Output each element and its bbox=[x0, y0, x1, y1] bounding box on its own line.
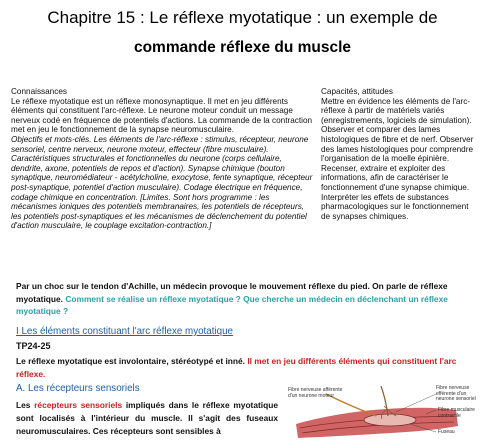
connaissances-paragraph: Le réflexe myotatique est un réflexe monosynaptique. Il met en jeu différents éléments qui constituent l'arc-réflexe. Le neurone moteur conduit un message nerveux codé en fréquence de potentiels d'actions. La commande de la contraction met en jeu le fonctionnement de la synapse neuromusculaire. bbox=[11, 96, 313, 135]
reflexe-red-text: Il met en jeu différents éléments qui constituent l'arc réflexe. bbox=[16, 356, 457, 379]
tp-label: TP24-25 bbox=[16, 341, 51, 351]
figure-label-efferent: Fibre nerveuse efférente d'un neurone sensoriel bbox=[436, 385, 476, 403]
connaissances-heading: Connaissances bbox=[11, 87, 67, 96]
neuromuscular-spindle-figure bbox=[286, 386, 482, 443]
figure-label-afferent: Fibre nerveuse afférente d'un neurone moteur bbox=[288, 387, 343, 399]
capacites-column bbox=[321, 87, 479, 221]
spindle-shape bbox=[364, 414, 416, 426]
capacites-heading: Capacités, attitudes bbox=[321, 87, 393, 96]
recepteurs-red: récepteurs sensoriels bbox=[34, 400, 123, 410]
intro-text: Par un choc sur le tendon d'Achille, un médecin provoque le mouvement réflexe du pied. On parle de réflexe myotatique. bbox=[16, 281, 448, 304]
reflexe-text: Le réflexe myotatique est involontaire, stéréotypé et inné. bbox=[16, 356, 245, 366]
section-1-title: I Les éléments constituant l'arc réflexe myotatique bbox=[16, 326, 233, 337]
connaissances-column bbox=[11, 87, 314, 231]
intro-paragraph bbox=[16, 280, 478, 318]
objectifs-paragraph: Objectifs et mots-clés. Les éléments de l'arc-réflexe : stimulus, récepteur, neurone sensoriel, centre nerveux, neurone moteur, effecteur (fibre musculaire). Caractéristiques structurales et fonctionnelles du neurone (corps cellulaire, dendrite, axone, potentiels de repos et d'action). Synapse chimique (bouton synaptique, neuromédiateur - acétylcholine, exocytose, fente synaptique, récepteur post-synaptique, potentiel d'action musculaire). Codage électrique en fréquence, codage chimique en concentration. [Limites. Sont hors programme : les mécanismes ioniques des potentiels membranaires, les potentiels de récepteurs, les potentiels post-synaptiques et les mécanismes de déclenchement du potentiel d'action musculaire, le couplage excitation-contraction.] bbox=[11, 134, 313, 231]
chapter-title-line2: commande réflexe du muscle bbox=[133, 39, 352, 56]
chapter-title-line1: Chapitre 15 : Le réflexe myotatique : un exemple de bbox=[47, 8, 438, 27]
figure-label-fiber: Fibre musculaire contractile bbox=[438, 407, 475, 419]
section-a-title: A. Les récepteurs sensoriels bbox=[16, 383, 140, 394]
figure-label-spindle: Fuseau bbox=[438, 429, 455, 435]
capacites-paragraph: Mettre en évidence les éléments de l'arc-réflexe à partir de matériels variés (enregistrements, logiciels de simulation). Observer et comparer des lames histologiques de fibre et de nerf. Observer des lames histologiques pour comprendre l'organisation de la moelle épinière. Recenser, extraire et exploiter des informations, afin de caractériser le fonctionnement d'une synapse chimique. Interpréter les effets de substances pharmacologiques sur le fonctionnement de synapses chimiques. bbox=[321, 96, 474, 221]
recepteurs-post: impliqués dans le réflexe myotatique sont localisés à l'intérieur du muscle. Il s'agit des fuseaux neuromusculaires. Ces récepteurs sont sensibles à bbox=[16, 400, 279, 436]
recepteurs-paragraph bbox=[16, 399, 278, 437]
recepteurs-pre: Les bbox=[16, 400, 31, 410]
reflexe-paragraph bbox=[16, 355, 478, 380]
intro-question: Comment se réalise un réflexe myotatique ? Que cherche un médecin en déclenchant un réflexe myotatique ? bbox=[16, 293, 448, 316]
